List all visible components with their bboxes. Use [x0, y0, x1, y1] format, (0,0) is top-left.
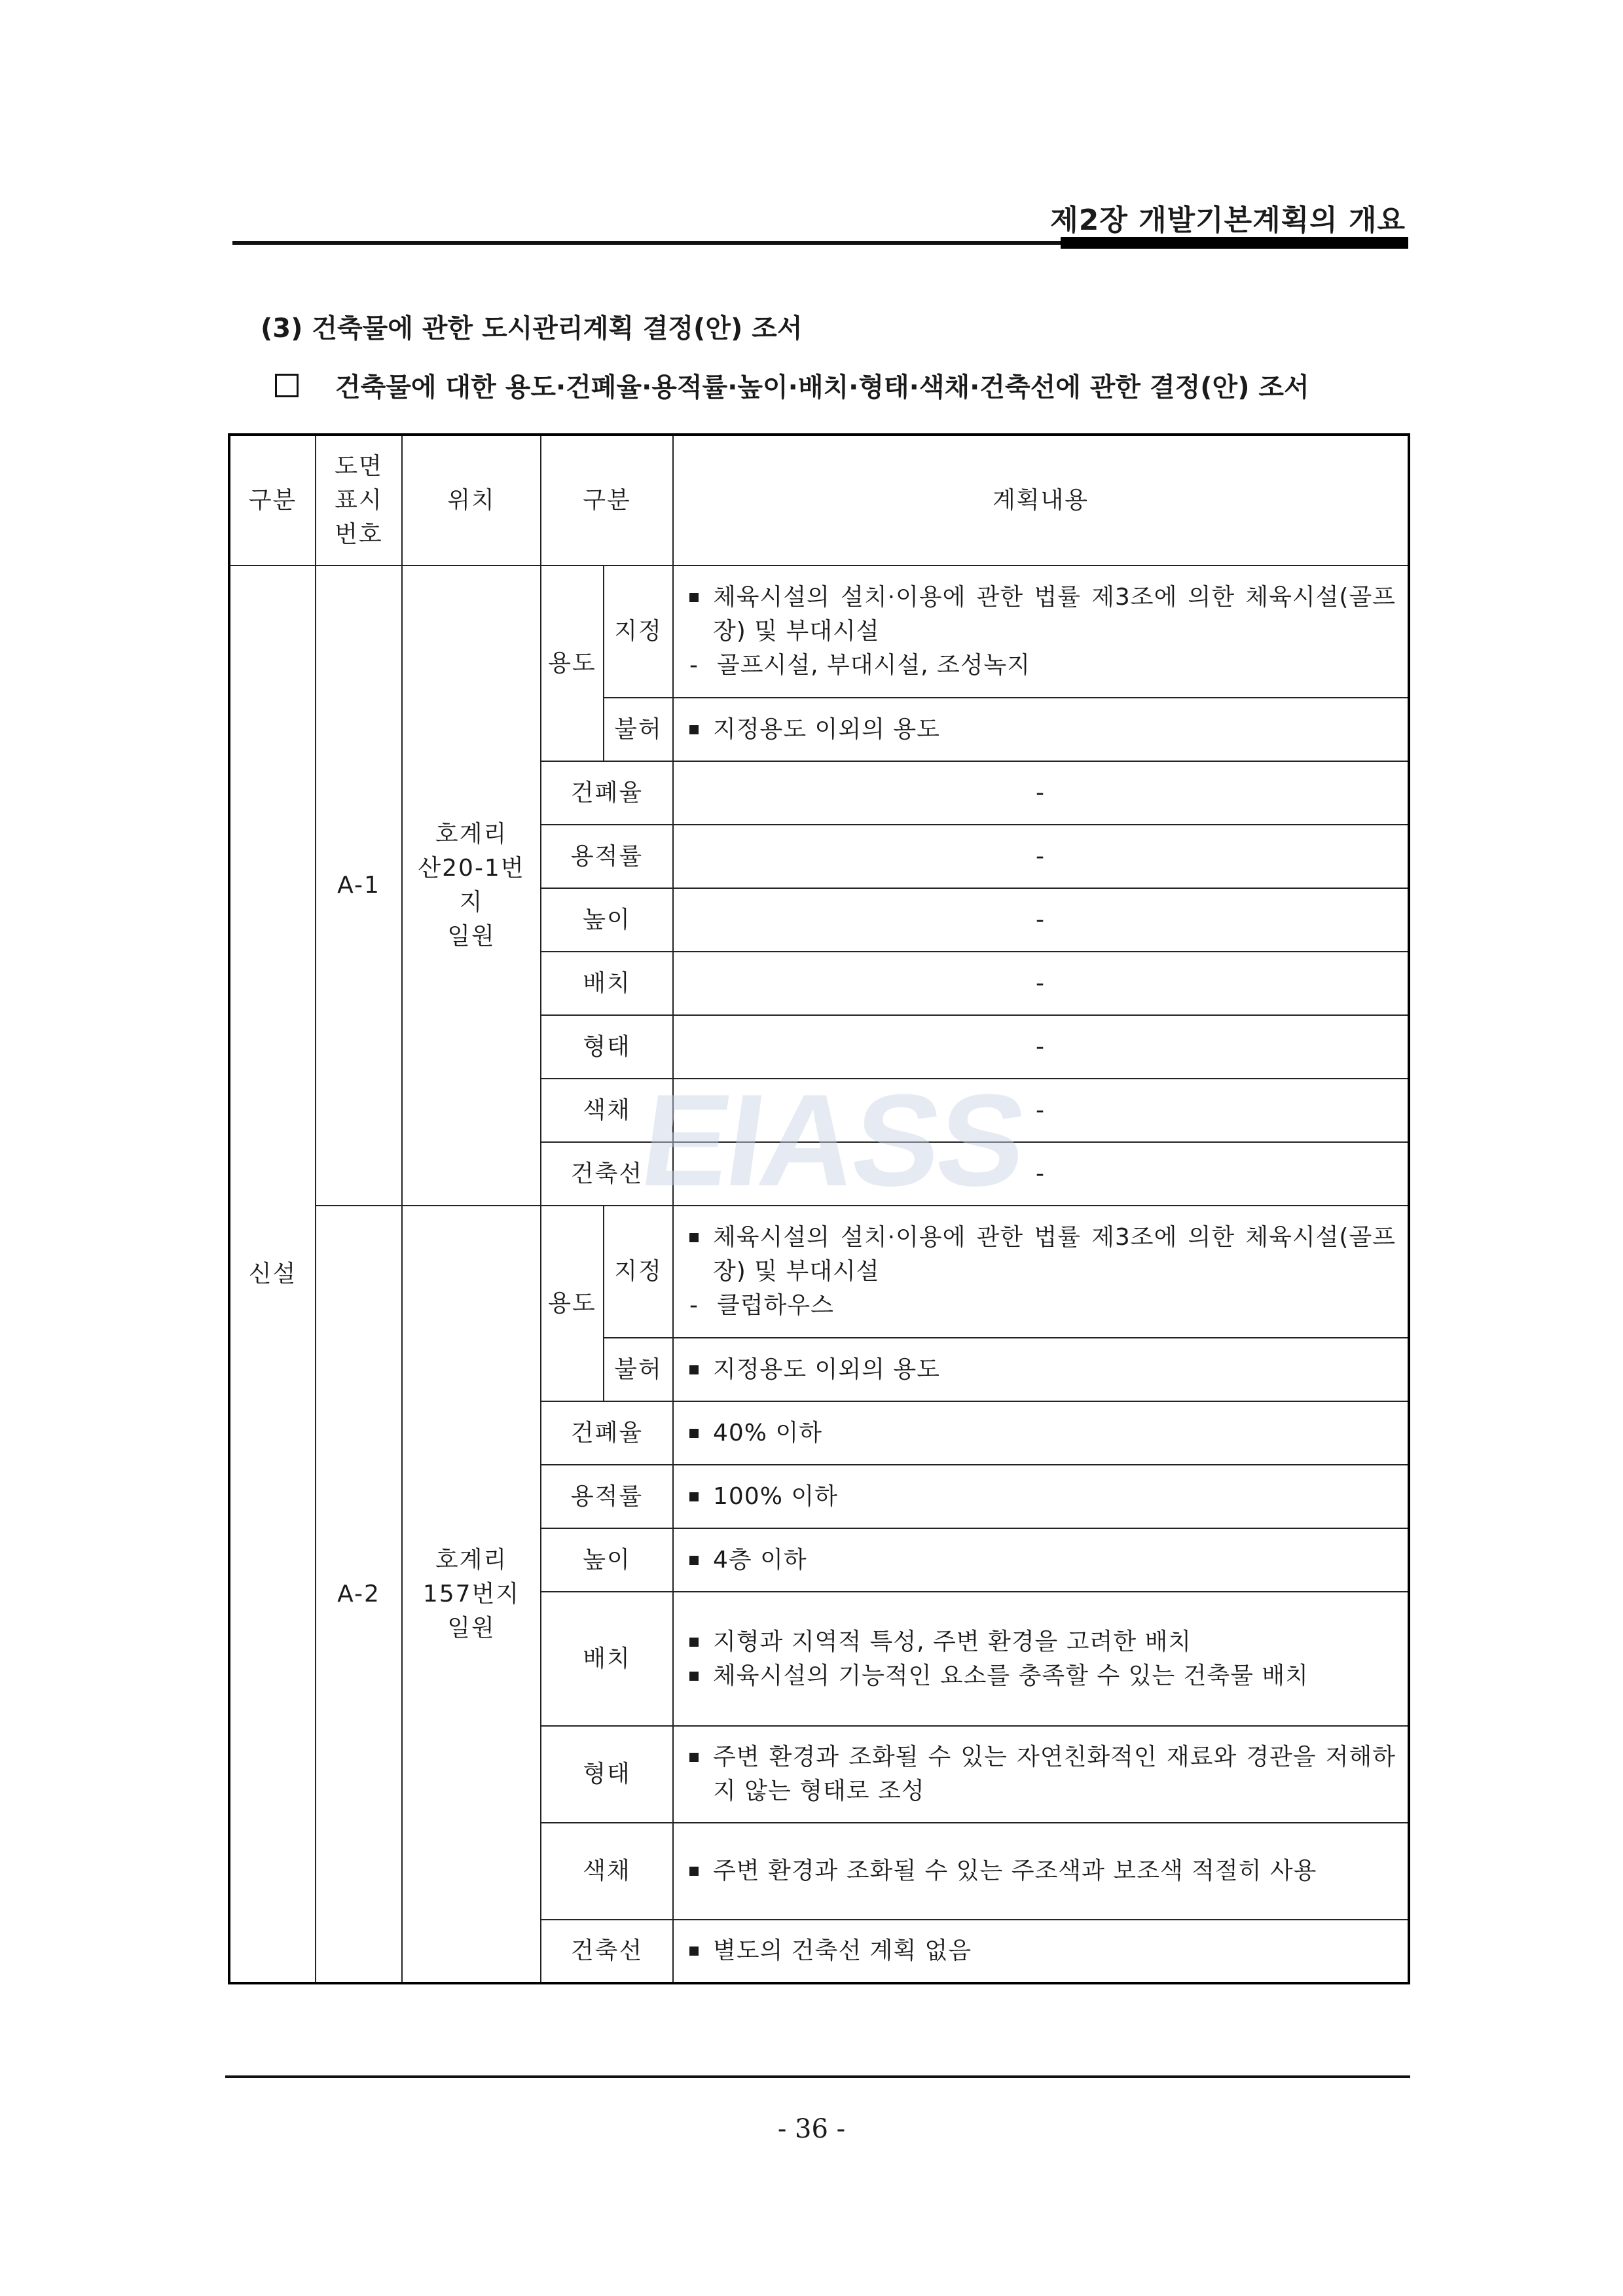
item-value: - — [673, 888, 1409, 952]
square-bullet-icon — [689, 1638, 699, 1647]
item-value — [673, 1401, 1409, 1465]
footer-rule — [225, 2075, 1410, 2078]
subsection-title — [275, 367, 1309, 404]
item-value — [673, 1726, 1409, 1823]
square-bullet-icon — [689, 1429, 699, 1438]
header-category: 구분 — [229, 435, 316, 565]
use-label: 용도 — [541, 565, 604, 761]
section-title: (3) 건축물에 관한 도시관리계획 결정(안) 조서 — [261, 314, 803, 344]
square-bullet-icon — [689, 1946, 699, 1956]
item-label: 건폐율 — [541, 761, 673, 825]
use-label: 용도 — [541, 1206, 604, 1401]
header-plan: 계획내용 — [673, 435, 1409, 565]
item-label: 건축선 — [541, 1142, 673, 1206]
item-value: - — [673, 1015, 1409, 1079]
item-label: 배치 — [541, 1592, 673, 1726]
header-map-no-line3: 번호 — [335, 520, 383, 548]
map-no-cell: A-2 — [316, 1206, 402, 1983]
square-bullet-icon — [689, 1492, 699, 1501]
bullet-item: 주변 환경과 조화될 수 있는 주조색과 보조색 적절히 사용 — [685, 1854, 1396, 1888]
location-line3: 일원 — [447, 923, 496, 950]
location-line1: 호계리 — [435, 821, 508, 848]
dash-item — [685, 1289, 1396, 1323]
header-location: 위치 — [402, 435, 541, 565]
header-item: 구분 — [541, 435, 673, 565]
designated-content — [673, 565, 1409, 698]
designated-text: 체육시설의 설치·이용에 관한 법률 제3조에 의한 체육시설(골프장) 및 부대시설 — [713, 1224, 1396, 1285]
designated-sub-text: 클럽하우스 — [717, 1292, 834, 1319]
square-bullet-icon — [689, 1867, 699, 1876]
bullet-item: 체육시설의 기능적인 요소를 충족할 수 있는 건축물 배치 — [685, 1659, 1396, 1693]
bullet-item: 별도의 건축선 계획 없음 — [685, 1934, 1396, 1968]
designated-text: 체육시설의 설치·이용에 관한 법률 제3조에 의한 체육시설(골프장) 및 부대시설 — [713, 584, 1396, 645]
table-header-row — [229, 435, 1409, 565]
bullet-item: 주변 환경과 조화될 수 있는 자연친화적인 재료와 경관을 저해하지 않는 형태로 조성 — [685, 1740, 1396, 1808]
header-map-no-line1: 도면 — [335, 452, 383, 480]
item-value — [673, 1528, 1409, 1592]
table-row — [229, 1206, 1409, 1338]
item-label: 형태 — [541, 1015, 673, 1079]
item-label: 형태 — [541, 1726, 673, 1823]
bullet-item: 40% 이하 — [685, 1416, 1396, 1450]
item-label: 높이 — [541, 1528, 673, 1592]
bullet-item: 100% 이하 — [685, 1480, 1396, 1514]
page-number: - 36 - — [777, 2114, 846, 2144]
bullet-item: 지형과 지역적 특성, 주변 환경을 고려한 배치 — [685, 1625, 1396, 1659]
bullet-item — [685, 1221, 1396, 1289]
square-bullet-icon — [689, 1233, 699, 1242]
map-no-cell: A-1 — [316, 565, 402, 1206]
plan-table — [228, 433, 1410, 1984]
item-label: 용적률 — [541, 825, 673, 888]
item-label: 건폐율 — [541, 1401, 673, 1465]
item-value: - — [673, 825, 1409, 888]
item-value — [673, 1465, 1409, 1528]
location-line1: 호계리 — [435, 1546, 508, 1573]
location-cell — [402, 565, 541, 1206]
square-bullet-icon — [689, 725, 699, 734]
item-value: - — [673, 1142, 1409, 1206]
table-row — [229, 565, 1409, 698]
square-bullet-icon — [689, 1556, 699, 1565]
designated-sub-text: 골프시설, 부대시설, 조성녹지 — [717, 652, 1031, 679]
location-line2: 157번지 — [422, 1580, 520, 1607]
header-rule-accent — [1061, 237, 1408, 249]
prohibited-content — [673, 698, 1409, 761]
eiass-watermark: EIASS — [632, 1067, 1033, 1213]
category-cell: 신설 — [229, 565, 316, 1983]
item-value — [673, 1592, 1409, 1726]
prohibited-label: 불허 — [604, 698, 673, 761]
item-value: - — [673, 952, 1409, 1015]
prohibited-label: 불허 — [604, 1338, 673, 1401]
square-bullet-icon — [689, 593, 699, 602]
item-value — [673, 1920, 1409, 1983]
square-bullet-icon — [689, 1672, 699, 1681]
bullet-item: 지정용도 이외의 용도 — [685, 1353, 1396, 1387]
dash-icon: - — [689, 1292, 699, 1319]
subsection-title-text: 건축물에 대한 용도·건폐율·용적률·높이·배치·형태·색채·건축선에 관한 결정(안) 조서 — [335, 372, 1309, 403]
prohibited-content — [673, 1338, 1409, 1401]
bullet-item: 4층 이하 — [685, 1543, 1396, 1577]
square-bullet-icon — [689, 1753, 699, 1762]
chapter-title: 제2장 개발기본계획의 개요 — [1050, 204, 1406, 237]
item-label: 색채 — [541, 1823, 673, 1920]
item-label: 용적률 — [541, 1465, 673, 1528]
dash-icon: - — [689, 652, 699, 679]
item-label: 배치 — [541, 952, 673, 1015]
item-label: 색채 — [541, 1079, 673, 1142]
designated-label: 지정 — [604, 1206, 673, 1338]
item-label: 높이 — [541, 888, 673, 952]
location-cell — [402, 1206, 541, 1983]
designated-label: 지정 — [604, 565, 673, 698]
location-line3: 일원 — [447, 1614, 496, 1641]
item-value: - — [673, 1079, 1409, 1142]
bullet-item — [685, 581, 1396, 649]
item-label: 건축선 — [541, 1920, 673, 1983]
designated-content — [673, 1206, 1409, 1338]
square-bullet-icon — [689, 1365, 699, 1374]
item-value: - — [673, 761, 1409, 825]
location-line2: 산20-1번지 — [418, 855, 525, 916]
item-value — [673, 1823, 1409, 1920]
header-map-no-line2: 표시 — [335, 486, 383, 514]
header-map-no — [316, 435, 402, 565]
bullet-item: 지정용도 이외의 용도 — [685, 713, 1396, 747]
checkbox-square-icon — [275, 374, 299, 397]
dash-item — [685, 649, 1396, 683]
